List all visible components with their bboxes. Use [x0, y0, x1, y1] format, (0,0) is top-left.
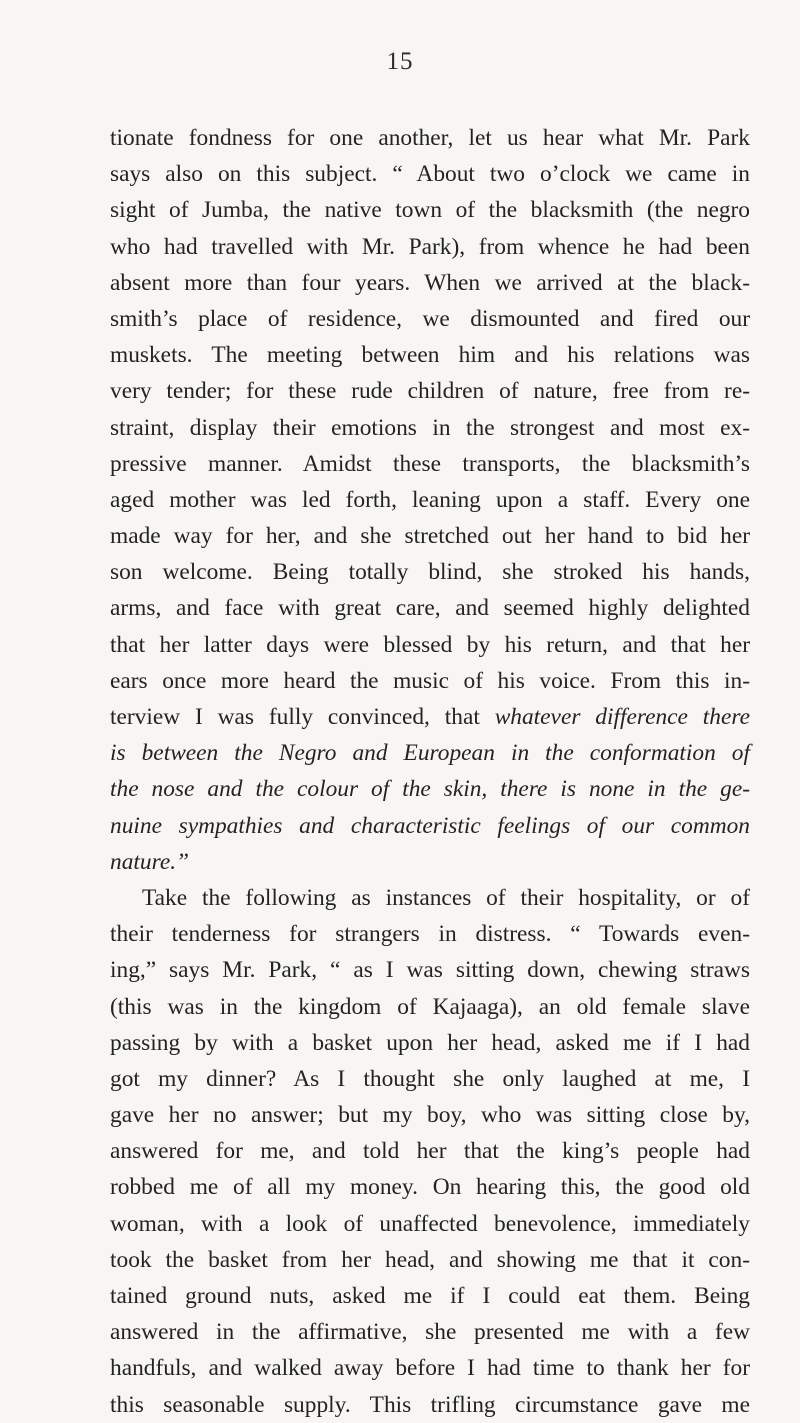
text-line: this seasonable supply. This trifling circumstance gave me — [110, 1391, 750, 1418]
text-line: gave her no answer; but my boy, who was sitting close by, — [110, 1102, 750, 1129]
text-line: made way for her, and she stretched out her hand to bid her — [110, 523, 750, 550]
text-line: son welcome. Being totally blind, she stroked his hands, — [110, 559, 750, 586]
text-line: very tender; for these rude children of nature, free from re- — [110, 378, 750, 405]
text-line: their tenderness for strangers in distress. “ Towards even- — [110, 921, 750, 948]
text-line: took the basket from her head, and showing me that it con- — [110, 1246, 750, 1273]
italic-text-segment: whatever difference there — [494, 704, 750, 730]
text-line: smith’s place of residence, we dismounted and fired our — [110, 305, 750, 332]
text-line: ing,” says Mr. Park, “ as I was sitting down, chewing straws — [110, 957, 750, 984]
text-line: pressive manner. Amidst these transports, the blacksmith’s — [110, 450, 750, 477]
text-line: passing by with a basket upon her head, asked me if I had — [110, 1029, 750, 1056]
text-line: answered for me, and told her that the king’s people had — [110, 1138, 750, 1165]
text-line: absent more than four years. When we arrived at the black- — [110, 269, 750, 296]
text-line: (this was in the kingdom of Kajaaga), an old female slave — [110, 993, 750, 1020]
text-line: answered in the affirmative, she presented me with a few — [110, 1319, 750, 1346]
text-line: straint, display their emotions in the strongest and most ex- — [110, 414, 750, 441]
text-line: handfuls, and walked away before I had time to thank her for — [110, 1355, 750, 1382]
text-line: tionate fondness for one another, let us hear what Mr. Park — [110, 125, 750, 151]
text-line: muskets. The meeting between him and his relations was — [110, 342, 750, 369]
text-line: got my dinner? As I thought she only laughed at me, I — [110, 1065, 750, 1092]
text-line — [110, 699, 750, 735]
text-line: Take the following as instances of their hospitality, or of — [142, 884, 750, 911]
body-text — [110, 120, 750, 1423]
text-line: ears once more heard the music of his voice. From this in- — [110, 667, 750, 694]
text-line: arms, and face with great care, and seemed highly delighted — [110, 595, 750, 622]
text-line: aged mother was led forth, leaning upon a staff. Every one — [110, 486, 750, 513]
italic-text-line: nuine sympathies and characteristic feelings of our common — [110, 812, 750, 839]
text-line: sight of Jumba, the native town of the blacksmith (the negro — [110, 197, 750, 224]
text-line: who had travelled with Mr. Park), from whence he had been — [110, 233, 750, 260]
italic-text-line: is between the Negro and European in the conformation of — [110, 740, 750, 767]
italic-text-line: nature.” — [110, 848, 190, 875]
text-line: that her latter days were blessed by his return, and that her — [110, 631, 750, 658]
text-line: woman, with a look of unaffected benevolence, immediately — [110, 1210, 750, 1237]
text-line: robbed me of all my money. On hearing this, the good old — [110, 1174, 750, 1201]
page-number: 15 — [386, 48, 414, 75]
text-segment: terview I was fully convinced, that — [110, 704, 480, 730]
text-line: says also on this subject. “ About two o’clock we came in — [110, 161, 750, 188]
italic-text-line: the nose and the colour of the skin, there is none in the ge- — [110, 776, 750, 803]
text-line: tained ground nuts, asked me if I could eat them. Being — [110, 1283, 750, 1309]
